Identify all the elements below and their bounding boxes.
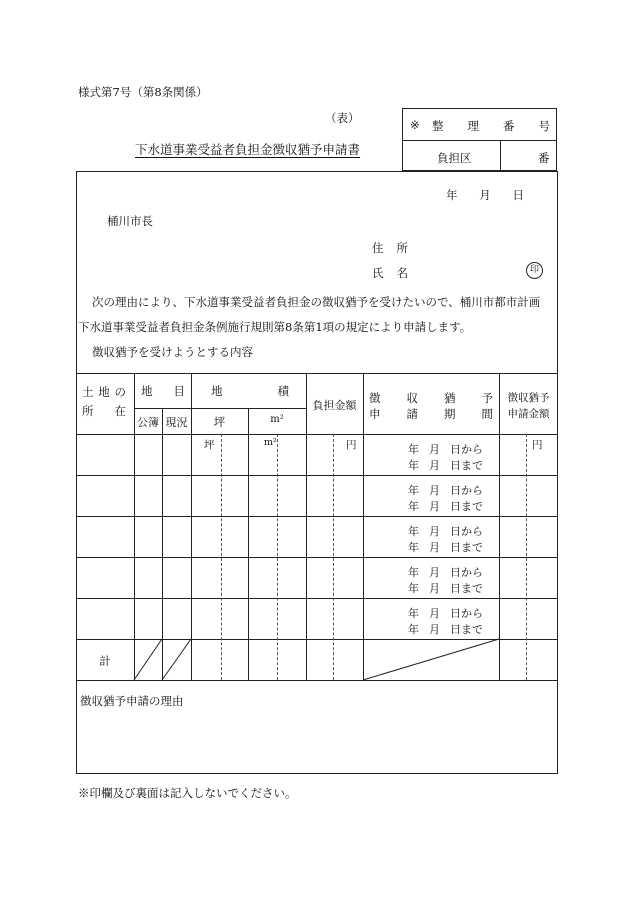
header-amount: 負担金額 bbox=[312, 399, 357, 412]
header-period-1: 徴 収 猶 予 bbox=[369, 391, 493, 405]
reason-field[interactable] bbox=[80, 710, 554, 770]
office-label: 整 理 番 号 bbox=[432, 119, 550, 133]
form-number: 様式第7号（第8条関係） bbox=[78, 85, 208, 99]
reason-label: 徴収猶予申請の理由 bbox=[80, 694, 184, 708]
addressee: 桶川市長 bbox=[107, 214, 153, 228]
name-label: 氏 名 bbox=[372, 266, 408, 280]
total-label: 計 bbox=[99, 654, 111, 668]
form-title: 下水道事業受益者負担金徴収猶予申請書 bbox=[135, 142, 361, 157]
header-area: 地 積 bbox=[211, 384, 289, 398]
address-label: 住 所 bbox=[372, 241, 408, 255]
header-apply-amount-2: 申請金額 bbox=[507, 408, 550, 420]
office-mark: ※ bbox=[410, 118, 420, 132]
unit-yen: 円 bbox=[346, 439, 357, 451]
district-label: 負担区 bbox=[437, 151, 472, 165]
header-current: 現況 bbox=[165, 416, 188, 429]
number-suffix: 番 bbox=[538, 151, 550, 165]
statement-line-1: 次の理由により、下水道事業受益者負担金の徴収猶予を受けたいので、桶川市都市計画 bbox=[92, 295, 541, 309]
statement-line-2: 下水道事業受益者負担金条例施行規則第8条第1項の規定により申請します。 bbox=[78, 320, 472, 334]
unit-m2: m² bbox=[264, 437, 277, 448]
seal-mark: 印 bbox=[526, 262, 543, 279]
header-tsubo: 坪 bbox=[213, 415, 226, 429]
header-period-2: 申 請 期 間 bbox=[369, 407, 493, 421]
section-label: 徴収猶予を受けようとする内容 bbox=[92, 345, 253, 359]
header-m2: m² bbox=[270, 414, 284, 425]
header-location-1: 土 地 の bbox=[82, 385, 126, 399]
header-registry: 公簿 bbox=[137, 416, 159, 429]
header-land-category: 地 目 bbox=[141, 384, 185, 398]
footnote: ※印欄及び裏面は記入しないでください。 bbox=[78, 786, 297, 800]
header-apply-amount-1: 徴収猶予 bbox=[507, 392, 550, 404]
header-location-2: 所 在 bbox=[82, 404, 126, 418]
front-side-label: （表） bbox=[325, 111, 360, 125]
unit-yen-apply: 円 bbox=[532, 439, 543, 451]
unit-tsubo: 坪 bbox=[204, 439, 215, 451]
date-line[interactable]: 年 月 日 bbox=[446, 188, 524, 202]
